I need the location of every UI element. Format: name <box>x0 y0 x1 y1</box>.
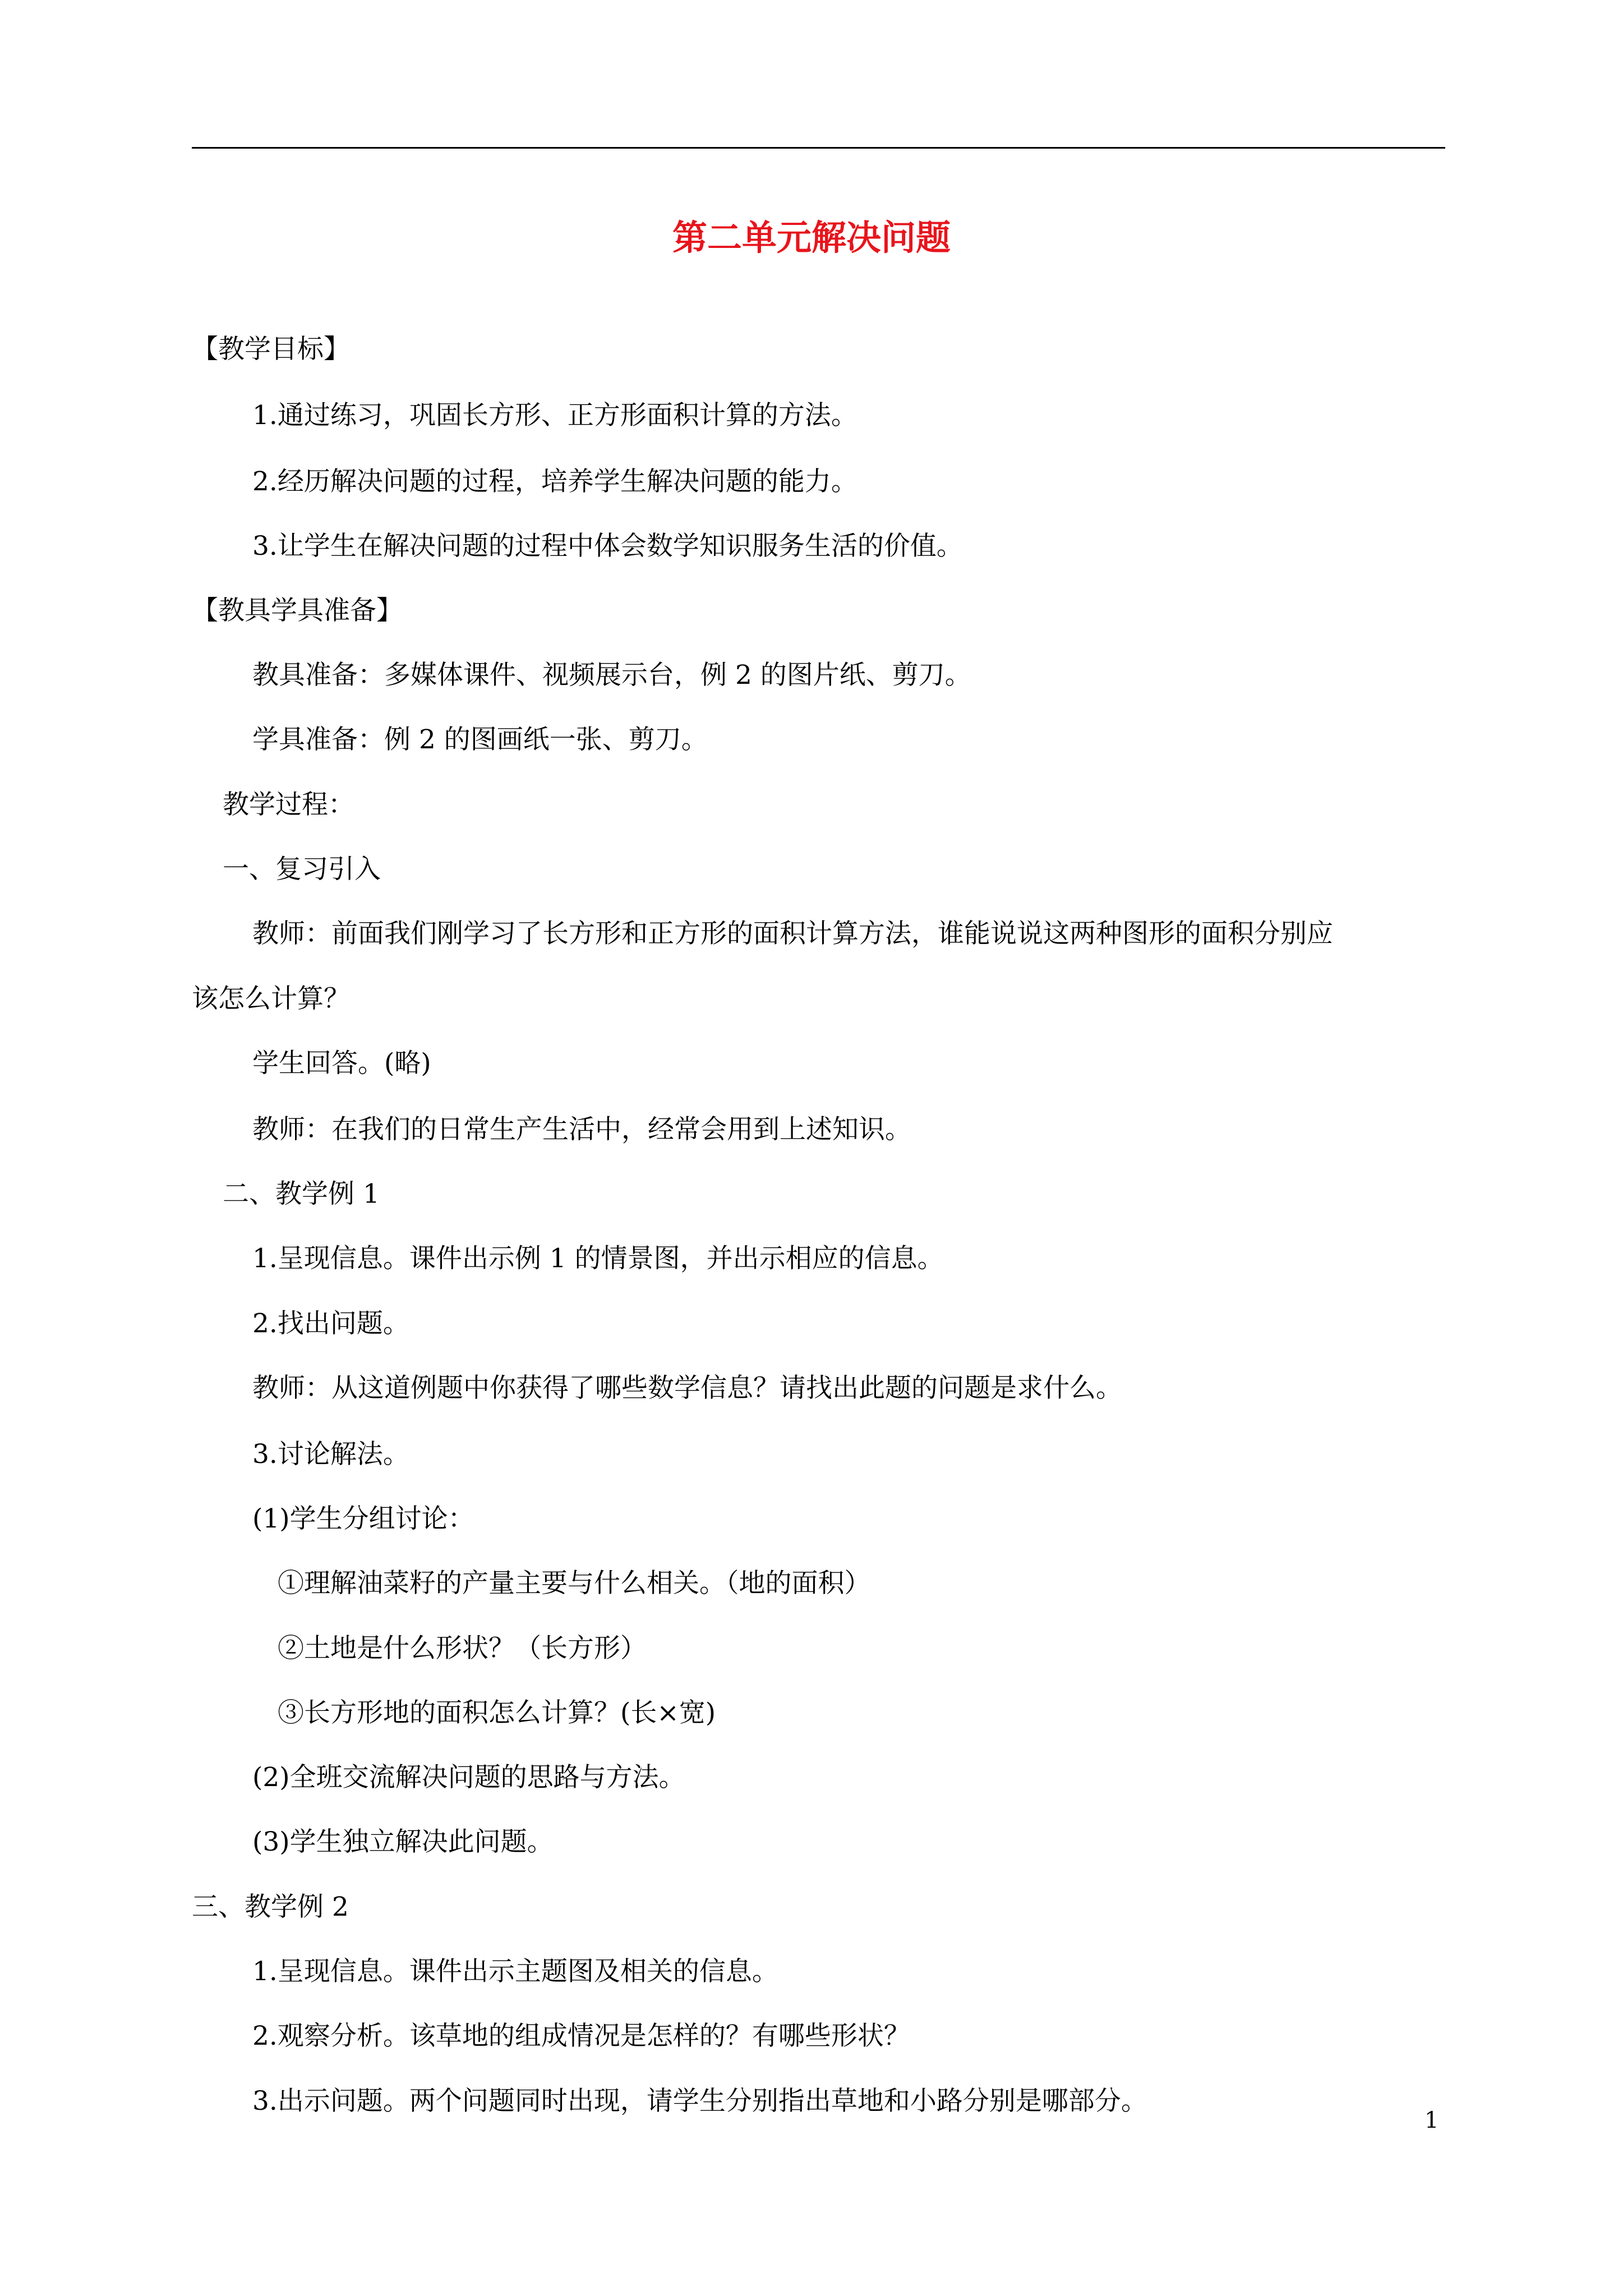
student-preparation: 学具准备：例 2 的图画纸一张、剪刀。 <box>252 724 708 755</box>
page-number: 1 <box>1424 2108 1439 2133</box>
objective-item: 3.让学生在解决问题的过程中体会数学知识服务生活的价值。 <box>252 531 963 562</box>
paragraph-line: 3.讨论解法。 <box>252 1439 409 1470</box>
paragraph-line: ③长方形地的面积怎么计算？(长×宽) <box>278 1697 716 1728</box>
paragraph-line: (3)学生独立解决此问题。 <box>252 1826 554 1857</box>
header-rule <box>192 147 1445 149</box>
paragraph-line: 2.观察分析。该草地的组成情况是怎样的？有哪些形状？ <box>252 2021 910 2051</box>
objective-item: 2.经历解决问题的过程，培养学生解决问题的能力。 <box>252 466 857 497</box>
paragraph-line: 教师：在我们的日常生产生活中，经常会用到上述知识。 <box>252 1114 911 1145</box>
document-title: 第二单元解决问题 <box>672 217 951 258</box>
paragraph-line: ①理解油菜籽的产量主要与什么相关。（地的面积） <box>278 1568 871 1599</box>
paragraph-line: 1.呈现信息。课件出示主题图及相关的信息。 <box>252 1956 778 1987</box>
paragraph-line: 2.找出问题。 <box>252 1308 409 1339</box>
paragraph-line: 教师：从这道例题中你获得了哪些数学信息？请找出此题的问题是求什么。 <box>252 1373 1122 1404</box>
paragraph-line: (1)学生分组讨论： <box>252 1503 474 1534</box>
part3-heading: 三、教学例 2 <box>192 1892 349 1922</box>
process-heading: 教学过程： <box>223 789 354 820</box>
paragraph-line: 该怎么计算？ <box>192 983 350 1014</box>
part1-heading: 一、复习引入 <box>223 854 381 885</box>
objective-item: 1.通过练习，巩固长方形、正方形面积计算的方法。 <box>252 400 857 431</box>
paragraph-line: 1.呈现信息。课件出示例 1 的情景图，并出示相应的信息。 <box>252 1243 944 1274</box>
paragraph-line: 3.出示问题。两个问题同时出现，请学生分别指出草地和小路分别是哪部分。 <box>252 2086 1147 2116</box>
paragraph-line: (2)全班交流解决问题的思路与方法。 <box>252 1762 685 1793</box>
preparation-heading: 【教具学具准备】 <box>192 595 403 626</box>
paragraph-line: 教师：前面我们刚学习了长方形和正方形的面积计算方法，谁能说说这两种图形的面积分别应 <box>252 918 1333 949</box>
paragraph-line: ②土地是什么形状？（长方形） <box>278 1633 647 1664</box>
part2-heading: 二、教学例 1 <box>223 1179 380 1209</box>
teacher-preparation: 教具准备：多媒体课件、视频展示台，例 2 的图片纸、剪刀。 <box>252 660 971 691</box>
paragraph-line: 学生回答。(略) <box>252 1048 431 1079</box>
objectives-heading: 【教学目标】 <box>192 334 350 365</box>
